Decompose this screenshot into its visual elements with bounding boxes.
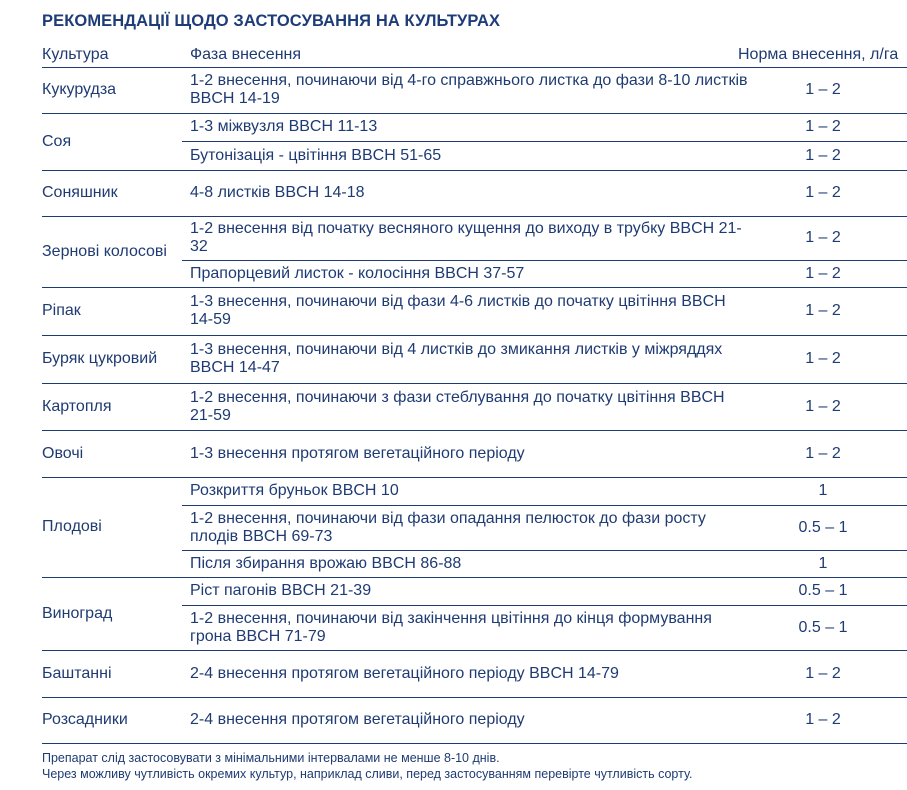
rate-value: 1 – 2 bbox=[805, 229, 841, 246]
crop-name: Овочі bbox=[42, 444, 84, 462]
phase-text: 1-2 внесення від початку весняного кущення до виходу в трубку BBCH 21-32 bbox=[190, 220, 742, 255]
footnote: Через можливу чутливість окремих культур, наприклад сливи, перед застосуванням перевірте чутливість сорту. bbox=[42, 767, 693, 781]
rate-value: 1 bbox=[818, 482, 828, 499]
column-header-phase: Фаза внесення bbox=[190, 46, 302, 63]
phase-text: 1-2 внесення, починаючи від 4-го справжнього листка до фази 8-10 листків BBCH 14-19 bbox=[190, 72, 748, 107]
rate-value: 0.5 – 1 bbox=[798, 618, 848, 636]
crop-name: Плодові bbox=[42, 518, 102, 535]
crop-name: Виноград bbox=[42, 604, 113, 622]
footnote: Препарат слід застосовувати з мінімальними інтервалами не менше 8-10 днів. bbox=[42, 751, 500, 765]
rate-value: 1 – 2 bbox=[805, 146, 841, 164]
rate-value: 1 – 2 bbox=[805, 81, 841, 98]
crop-name: Соя bbox=[42, 132, 72, 150]
phase-text: Розкриття бруньок BBCH 10 bbox=[190, 482, 399, 499]
rate-value: 1 – 2 bbox=[805, 118, 841, 135]
crop-name: Картопля bbox=[42, 397, 112, 415]
phase-text: 1-2 внесення, починаючи від закінчення цвітіння до кінця формування грона BBCH 71-79 bbox=[190, 609, 712, 645]
phase-text: 1-2 внесення, починаючи від фази опадання пелюсток до фази росту плодів BBCH 69-73 bbox=[190, 509, 706, 545]
rate-value: 1 – 2 bbox=[805, 350, 841, 367]
rate-value: 1 – 2 bbox=[805, 302, 841, 319]
rate-value: 1 – 2 bbox=[805, 397, 841, 415]
phase-text: Бутонізація - цвітіння BBCH 51-65 bbox=[190, 146, 442, 164]
crop-name: Буряк цукровий bbox=[42, 350, 158, 367]
phase-text: 1-3 внесення, починаючи від фази 4-6 листків до початку цвітіння BBCH 14-59 bbox=[190, 293, 726, 328]
rate-value: 0.5 – 1 bbox=[798, 518, 848, 536]
rate-value: 1 – 2 bbox=[805, 664, 841, 682]
rate-value: 1 – 2 bbox=[805, 444, 841, 462]
phase-text: 4-8 листків BBCH 14-18 bbox=[190, 184, 365, 201]
crop-name: Соняшник bbox=[42, 184, 118, 201]
crop-name: Ріпак bbox=[42, 302, 81, 319]
table-bottom-divider bbox=[42, 743, 907, 744]
phase-text: Після збирання врожаю BBCH 86-88 bbox=[190, 554, 462, 572]
phase-text: 1-3 внесення протягом вегетаційного періоду bbox=[190, 444, 525, 462]
phase-text: 2-4 внесення протягом вегетаційного періоду BBCH 14-79 bbox=[190, 664, 619, 682]
phase-text: 1-2 внесення, починаючи з фази стеблування до початку цвітіння BBCH 21-59 bbox=[190, 388, 725, 424]
phase-text: 2-4 внесення протягом вегетаційного періоду bbox=[190, 711, 525, 728]
rate-value: 1 – 2 bbox=[805, 264, 841, 282]
crop-name: Зернові колосові bbox=[42, 242, 167, 260]
phase-text: Ріст пагонів BBCH 21-39 bbox=[190, 582, 372, 599]
rate-value: 1 – 2 bbox=[805, 711, 841, 728]
rate-value: 1 bbox=[818, 554, 828, 572]
phase-text: 1-3 внесення, починаючи від 4 листків до змикання листків у міжряддях BBCH 14-47 bbox=[190, 341, 723, 376]
crop-name: Розсадники bbox=[42, 711, 128, 728]
crop-name: Баштанні bbox=[42, 664, 112, 682]
phase-text: 1-3 міжвузля BBCH 11-13 bbox=[190, 118, 378, 135]
crop-name: Кукурудза bbox=[42, 81, 117, 98]
rate-value: 0.5 – 1 bbox=[798, 582, 848, 599]
column-header-rate: Норма внесення, л/га bbox=[738, 46, 899, 63]
rate-value: 1 – 2 bbox=[805, 184, 841, 201]
phase-text: Прапорцевий листок - колосіння BBCH 37-57 bbox=[190, 264, 525, 282]
page-title: РЕКОМЕНДАЦІЇ ЩОДО ЗАСТОСУВАННЯ НА КУЛЬТУРАХ bbox=[42, 12, 501, 30]
column-header-crop: Культура bbox=[42, 46, 109, 63]
